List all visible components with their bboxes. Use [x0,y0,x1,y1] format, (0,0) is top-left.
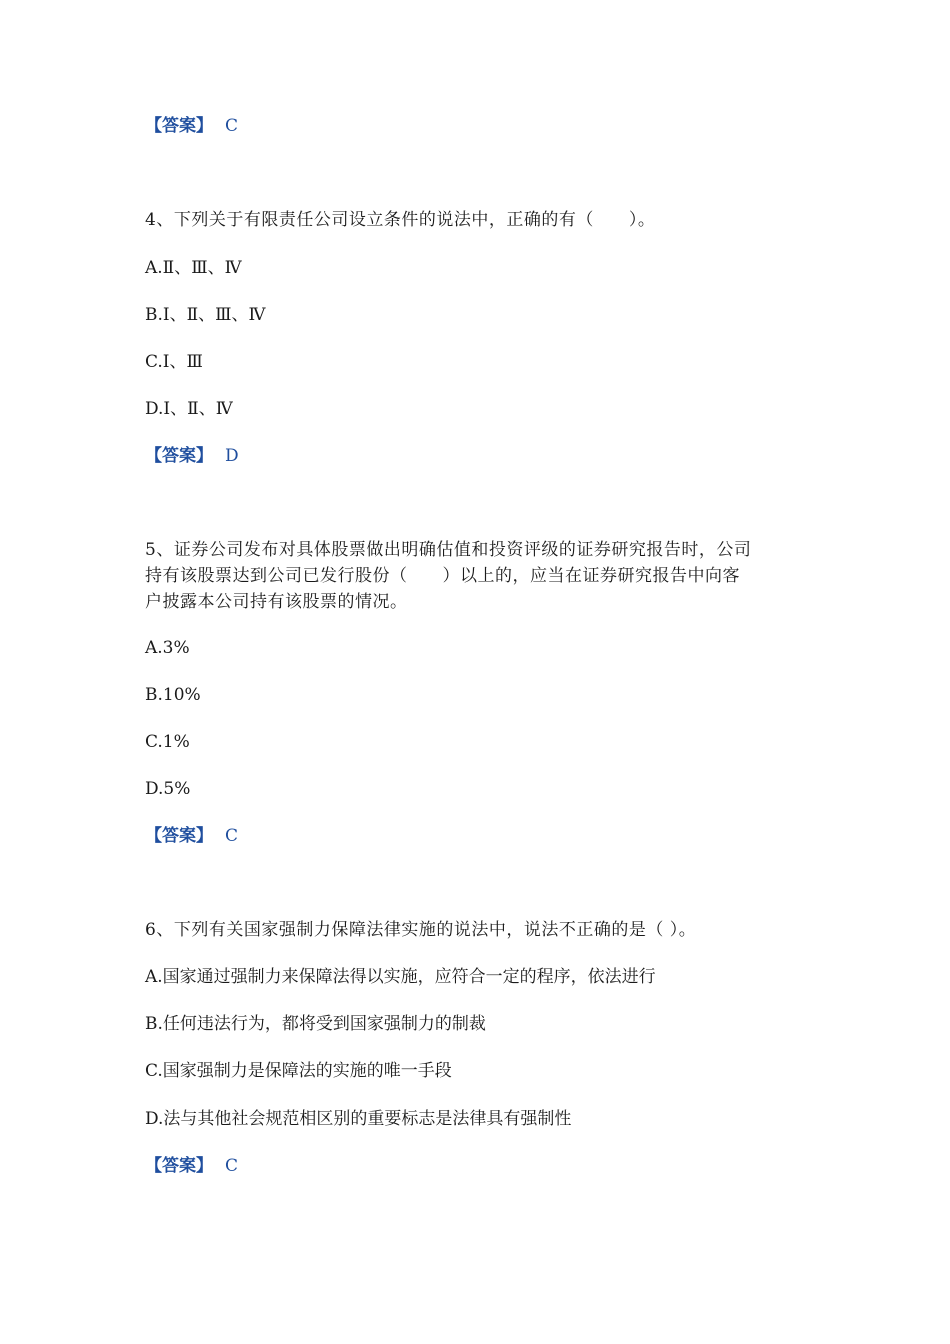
answer-label: 【答案】 [145,826,213,846]
question-6-option-d: D.法与其他社会规范相区别的重要标志是法律具有强制性 [145,1109,572,1129]
answer-value: C [225,116,239,136]
answer-value: C [225,1156,239,1176]
question-6-option-c: C.国家强制力是保障法的实施的唯一手段 [145,1061,452,1081]
answer-label: 【答案】 [145,116,213,136]
question-5-answer-line [145,824,238,848]
question-4-option-d: D.Ⅰ、Ⅱ、Ⅳ [145,399,233,419]
question-5-option-c: C.1% [145,732,190,752]
question-4-option-b: B.Ⅰ、Ⅱ、Ⅲ、Ⅳ [145,305,266,325]
answer-label: 【答案】 [145,446,213,466]
question-5-option-d: D.5% [145,779,191,799]
question-5-option-a: A.3% [145,638,190,658]
answer-line [145,114,238,138]
answer-value: D [225,446,239,466]
answer-label: 【答案】 [145,1156,213,1176]
question-4-text: 4、下列关于有限责任公司设立条件的说法中，正确的有（ ）。 [145,210,656,230]
answer-value: C [225,826,239,846]
question-5-text-line-3: 户披露本公司持有该股票的情况。 [145,592,408,612]
question-5-text-line-1: 5、证券公司发布对具体股票做出明确估值和投资评级的证券研究报告时，公司 [145,540,752,560]
question-6-option-a: A.国家通过强制力来保障法得以实施，应符合一定的程序，依法进行 [145,967,656,987]
question-4-option-c: C.Ⅰ、Ⅲ [145,352,203,372]
question-5-option-b: B.10% [145,685,201,705]
question-5-text-line-2: 持有该股票达到公司已发行股份（ ）以上的，应当在证券研究报告中向客 [145,566,740,586]
question-4-option-a: A.Ⅱ、Ⅲ、Ⅳ [145,258,242,278]
question-6-text: 6、下列有关国家强制力保障法律实施的说法中，说法不正确的是（ ）。 [145,920,697,940]
question-4-answer-line [145,444,239,468]
question-6-answer-line [145,1154,238,1178]
question-6-option-b: B.任何违法行为，都将受到国家强制力的制裁 [145,1014,486,1034]
